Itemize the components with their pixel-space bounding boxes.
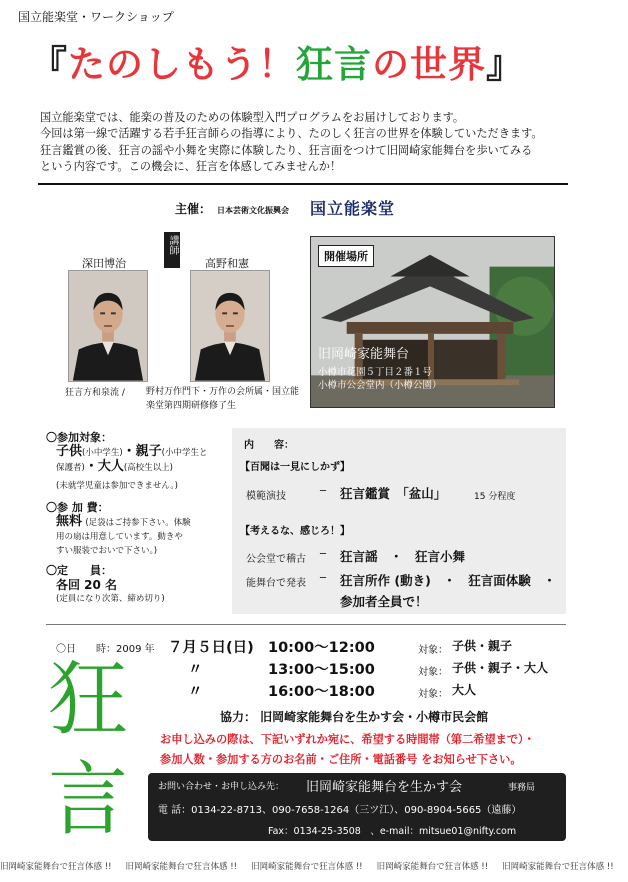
sponsor-org-logo: 国立能楽堂 bbox=[310, 199, 396, 218]
sponsor bbox=[175, 200, 295, 217]
fee-line-1 bbox=[56, 515, 232, 530]
intro-line: 今回は第一線で活躍する若手狂言師らの指導により、たのしく狂言の世界を体験していただきます。 bbox=[40, 127, 543, 141]
footer-slogan-strip bbox=[0, 858, 614, 882]
eligibility-children: 子供 bbox=[56, 444, 83, 459]
instructor-tag bbox=[164, 232, 180, 268]
eligibility-adult-note: (高校生以上) bbox=[123, 463, 173, 473]
capacity-note: (定員になり次第、締め切り) bbox=[56, 594, 165, 604]
content-row2-label: 公会堂で稽古 bbox=[246, 554, 306, 565]
footer-slogan: 旧岡崎家能舞台で狂言体感 !! bbox=[376, 862, 489, 872]
instructor-photo-1 bbox=[68, 270, 148, 382]
content-row1-note: 15 分程度 bbox=[474, 492, 516, 502]
footer-slogan: 旧岡崎家能舞台で狂言体感 !! bbox=[502, 862, 614, 872]
content-row2-main: 狂言謡 ・ 狂言小舞 bbox=[340, 549, 466, 564]
schedule-target-label-3: 対象： bbox=[418, 689, 448, 700]
schedule-target-1: 子供・親子 bbox=[452, 639, 513, 653]
intro-text bbox=[40, 110, 560, 175]
schedule-label: 〇日 時：2009 年 bbox=[56, 644, 155, 655]
contact-label: お問い合わせ・お申し込み先： bbox=[158, 782, 285, 792]
schedule-target-label-2: 対象： bbox=[418, 667, 448, 678]
notice-line: お申し込みの際は、下記いずれか宛に、希望する時間帯（第二希望まで）・ bbox=[160, 733, 535, 746]
fee-note-3: すい服装でおいで下さい。) bbox=[56, 546, 158, 556]
schedule-time-2: 13:00〜15:00 bbox=[268, 662, 375, 678]
footer-slogan: 旧岡崎家能舞台で狂言体感 !! bbox=[251, 862, 363, 872]
content-section-1: 【百聞は一見にしかず】 bbox=[240, 462, 350, 473]
schedule-target-2: 子供・親子・大人 bbox=[452, 661, 549, 675]
content-row1-main: 狂言鑑賞 「盆山」 bbox=[340, 486, 447, 501]
title-part-3: の世界 bbox=[372, 43, 486, 86]
fee-note-2: 用の扇は用意しています。動きや bbox=[56, 532, 183, 542]
page-title bbox=[30, 34, 575, 88]
contact-box bbox=[148, 773, 566, 841]
eligibility-children-note: (小中学生) bbox=[82, 448, 123, 458]
eligibility-panel bbox=[46, 431, 232, 613]
portrait-image bbox=[69, 271, 147, 381]
contact-phone: 電 話：0134-22-8713、090-7658-1264（三ツ江）、090-8904-5665（遠藤） bbox=[158, 805, 522, 816]
venue-address-line: 小樽市花園５丁目２番１号 bbox=[318, 367, 433, 378]
footer-slogan: 旧岡崎家能舞台で狂言体感 !! bbox=[125, 862, 238, 872]
instructor-name-1: 深田博治 bbox=[82, 257, 126, 270]
sponsor-coorg: 日本芸術文化振興会 bbox=[217, 206, 290, 215]
content-row1-label: 模範演技 bbox=[246, 491, 286, 502]
content-section-2: 【考えるな、感じろ！】 bbox=[240, 526, 350, 537]
content-row3-main: 狂言所作 (動き) ・ 狂言面体験 ・ bbox=[340, 573, 556, 588]
content-row2-dash: ─ bbox=[320, 549, 327, 560]
schedule-divider bbox=[46, 624, 566, 625]
title-part-2: 狂言 bbox=[296, 43, 372, 86]
instructor-school: 狂言方和泉流 / bbox=[65, 388, 125, 398]
decorative-char-kyo: 狂 bbox=[48, 653, 128, 746]
decorative-char-gen: 言 bbox=[48, 753, 128, 846]
content-row1-dash: ─ bbox=[320, 486, 327, 497]
schedule-target-3: 大人 bbox=[452, 683, 477, 697]
notice-line: 参加人数・参加する方のお名前・ご住所・電話番号 をお知らせ下さい。 bbox=[160, 753, 522, 766]
venue-address bbox=[318, 366, 442, 392]
content-row3-label: 能舞台で発表 bbox=[246, 578, 306, 589]
eligibility-heading: 〇参加対象： bbox=[46, 431, 112, 444]
sponsor-label: 主催： bbox=[175, 202, 212, 216]
title-part-1: たのしもう！ bbox=[68, 43, 296, 86]
divider bbox=[38, 183, 568, 185]
eligibility-adult: ・大人 bbox=[84, 459, 124, 474]
fee-free: 無料 bbox=[56, 514, 83, 529]
footer-slogan: 旧岡崎家能舞台で狂言体感 !! bbox=[0, 862, 112, 872]
eligibility-family: ・親子 bbox=[122, 444, 162, 459]
content-row3-main-2: 参加者全員で！ bbox=[340, 594, 428, 609]
contact-org: 旧岡崎家能舞台を生かす会 bbox=[306, 780, 463, 795]
intro-line: 狂言鑑賞の後、狂言の謡や小舞を実際に体験したり、狂言面をつけて旧岡崎家能舞台を歩いてみる bbox=[40, 143, 533, 157]
eligibility-line-1 bbox=[56, 445, 232, 460]
content-panel bbox=[232, 428, 566, 614]
content-row3-dash: ─ bbox=[320, 573, 327, 584]
eligibility-family-note: (小中学生と bbox=[161, 448, 208, 458]
series-label: 国立能楽堂・ワークショップ bbox=[18, 10, 174, 24]
eligibility-note: (未就学児童は参加できません。) bbox=[56, 481, 178, 491]
schedule-ditto-1: 〃 bbox=[188, 662, 203, 678]
contact-fax-email: Fax：0134-25-3508 、e-mail：mitsue01@nifty.com bbox=[268, 826, 517, 837]
venue-tag: 開催場所 bbox=[318, 245, 374, 267]
intro-line: 国立能楽堂では、能楽の普及のための体験型入門プログラムをお届けしております。 bbox=[40, 111, 465, 124]
schedule-time-3: 16:00〜18:00 bbox=[268, 684, 375, 700]
fee-note-1: (足袋はご持参下さい。体験 bbox=[85, 518, 191, 528]
content-heading: 内 容： bbox=[244, 440, 294, 451]
eligibility-guardian: 保護者) bbox=[56, 463, 85, 473]
schedule-ditto-2: 〃 bbox=[188, 684, 203, 700]
title-bracket-open: 『 bbox=[30, 43, 68, 86]
instructor-name-2: 高野和憲 bbox=[205, 257, 249, 270]
venue-address-line: 小樽市公会堂内（小樽公園） bbox=[318, 380, 442, 391]
instructor-photo-2 bbox=[190, 270, 270, 382]
application-notice bbox=[160, 730, 580, 770]
capacity-heading: 〇定 員： bbox=[46, 564, 112, 577]
eligibility-line-2 bbox=[56, 460, 232, 475]
schedule-time-1: 10:00〜12:00 bbox=[268, 640, 375, 656]
schedule-target-label-1: 対象： bbox=[418, 645, 448, 656]
instructor-affiliation: 野村万作門下・万作の会所属・国立能楽堂第四期研修修了生 bbox=[146, 387, 300, 411]
instructor-tag-text: 講師 bbox=[167, 235, 178, 255]
contact-office: 事務局 bbox=[508, 783, 536, 793]
fee-heading: 〇参 加 費： bbox=[46, 501, 109, 514]
schedule-date: ７月５日(日) bbox=[168, 640, 254, 656]
cooperation: 協力： 旧岡崎家能舞台を生かす会・小樽市民会館 bbox=[220, 710, 489, 724]
venue-name: 旧岡崎家能舞台 bbox=[318, 347, 410, 362]
intro-line: という内容です。この機会に、狂言を体感してみませんか！ bbox=[40, 159, 342, 173]
portrait-image bbox=[191, 271, 269, 381]
title-bracket-close: 』 bbox=[486, 43, 524, 86]
capacity-value: 各回 20 名 bbox=[56, 578, 118, 592]
